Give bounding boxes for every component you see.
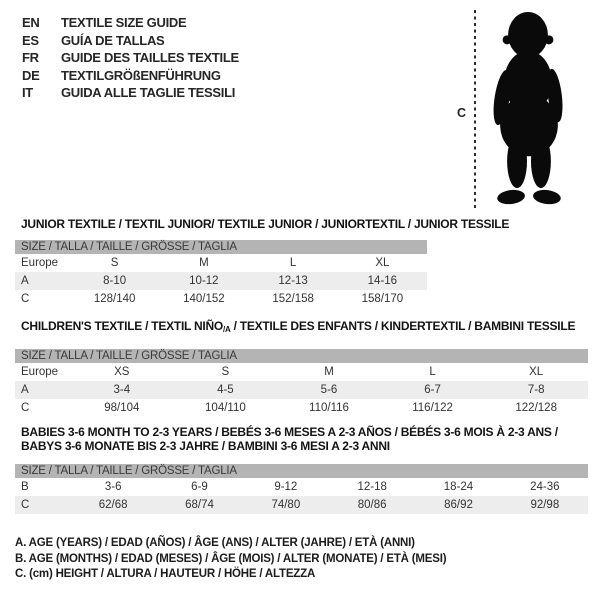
lang-row-en xyxy=(22,14,239,32)
legend-height-cm: C. (cm) HEIGHT / ALTURA / HAUTEUR / HÖHE / ALTEZZA xyxy=(15,568,316,581)
table-row xyxy=(15,478,588,496)
cell: 9-12 xyxy=(274,481,298,493)
height-dashed-line xyxy=(474,10,476,208)
size-table xyxy=(15,349,588,417)
row-label: C xyxy=(21,293,30,305)
size-header-bar: SIZE / TALLA / TAILLE / GRÖSSE / TAGLIA xyxy=(15,464,588,478)
cell: 24-36 xyxy=(530,481,560,493)
cell: M xyxy=(199,257,209,269)
cell: 8-10 xyxy=(103,275,127,287)
lang-code: IT xyxy=(22,85,33,100)
cell: L xyxy=(429,366,436,378)
cell: 6-9 xyxy=(191,481,208,493)
row-label: Europe xyxy=(21,257,59,269)
cell: 98/104 xyxy=(104,402,140,414)
toddler-silhouette-icon xyxy=(481,9,576,208)
cell: XL xyxy=(529,366,544,378)
row-label: C xyxy=(21,402,30,414)
cell: 4-5 xyxy=(217,384,234,396)
row-label: C xyxy=(21,499,30,511)
cell: 116/122 xyxy=(412,402,453,414)
cell: 6-7 xyxy=(424,384,441,396)
row-label: A xyxy=(21,275,29,287)
cell: 3-6 xyxy=(104,481,122,493)
cell: 18-24 xyxy=(443,481,474,493)
cell: 86/92 xyxy=(444,499,473,511)
size-header-bar: SIZE / TALLA / TAILLE / GRÖSSE / TAGLIA xyxy=(15,240,427,254)
title-part: CHILDREN'S TEXTILE / TEXTIL NIÑO xyxy=(21,319,223,333)
cell: 7-8 xyxy=(527,384,545,396)
cell: 5-6 xyxy=(320,384,338,396)
title-part: / TEXTILE DES ENFANTS / KINDERTEXTIL / BAMBINI TESSILE xyxy=(230,319,576,333)
cell: 158/170 xyxy=(361,293,404,305)
table-row xyxy=(15,272,427,290)
cell: M xyxy=(324,366,334,378)
height-measure-label: C xyxy=(457,106,467,120)
lang-title: GUIDA ALLE TAGLIE TESSILI xyxy=(61,85,236,100)
cell: XL xyxy=(375,257,390,269)
lang-title: GUÍA DE TALLAS xyxy=(61,32,165,48)
title-line-2: BABYS 3-6 MONATE BIS 2-3 JAHRE / BAMBINI 3-6 MESI A 2-3 ANNI xyxy=(21,438,390,453)
cell: L xyxy=(289,257,297,269)
cell: 128/140 xyxy=(93,293,136,305)
cell: S xyxy=(221,366,230,378)
cell: 74/80 xyxy=(271,499,301,511)
cell: 152/158 xyxy=(272,293,314,305)
table-row xyxy=(15,290,427,308)
language-title-list xyxy=(22,14,239,102)
row-label: Europe xyxy=(21,366,59,378)
row-label: B xyxy=(21,481,29,493)
legend-age-months: B. AGE (MONTHS) / EDAD (MESES) / ÂGE (MOIS) / ALTER (MONATE) / ETÀ (MESI) xyxy=(15,552,447,565)
lang-row-es xyxy=(22,32,239,50)
lang-title: GUIDE DES TAILLES TEXTILE xyxy=(61,50,239,65)
cell: 110/116 xyxy=(309,402,349,414)
cell: 68/74 xyxy=(185,499,214,511)
cell: 80/86 xyxy=(357,499,387,511)
table-row xyxy=(15,363,588,381)
cell: 12-13 xyxy=(278,275,308,287)
table-row xyxy=(15,399,588,417)
size-header-bar: SIZE / TALLA / TAILLE / GRÖSSE / TAGLIA xyxy=(15,349,588,363)
babies-textile-table xyxy=(15,426,588,514)
cell: S xyxy=(110,257,119,269)
size-table xyxy=(15,240,427,308)
measurement-legend xyxy=(15,536,446,583)
table-title xyxy=(21,426,588,453)
cell: 3-4 xyxy=(113,384,131,396)
lang-title: TEXTILE SIZE GUIDE xyxy=(61,15,187,30)
lang-row-it xyxy=(22,84,239,102)
cell: 140/152 xyxy=(183,293,225,305)
table-row xyxy=(15,381,588,399)
children-textile-table xyxy=(15,320,588,417)
cell: 14-16 xyxy=(367,275,398,287)
cell: 92/98 xyxy=(530,499,560,511)
table-row xyxy=(15,254,427,272)
junior-textile-table xyxy=(15,217,510,308)
lang-row-de xyxy=(22,67,239,85)
lang-code: EN xyxy=(22,15,40,30)
cell: 122/128 xyxy=(515,402,557,414)
lang-code: ES xyxy=(22,32,39,48)
lang-row-fr xyxy=(22,49,239,67)
lang-code: FR xyxy=(22,50,39,65)
legend-age-years: A. AGE (YEARS) / EDAD (AÑOS) / ÂGE (ANS) / ALTER (JAHRE) / ETÀ (ANNI) xyxy=(15,537,415,549)
table-title xyxy=(21,320,588,336)
lang-code: DE xyxy=(22,67,40,83)
cell: XS xyxy=(114,366,130,378)
size-table xyxy=(15,464,588,514)
row-label: A xyxy=(21,384,29,396)
title-subscript: /A xyxy=(222,325,231,334)
cell: 10-12 xyxy=(189,275,219,287)
cell: 104/110 xyxy=(205,402,246,414)
table-title: JUNIOR TEXTILE / TEXTIL JUNIOR/ TEXTILE JUNIOR / JUNIORTEXTIL / JUNIOR TESSILE xyxy=(21,217,510,231)
table-row xyxy=(15,496,588,514)
cell: 62/68 xyxy=(98,499,128,511)
cell: 12-18 xyxy=(357,481,387,493)
title-line-1: BABIES 3-6 MONTH TO 2-3 YEARS / BEBÉS 3-6 MESES A 2-3 AÑOS / BÉBÉS 3-6 MOIS À 2-3 ANS / xyxy=(21,425,558,439)
lang-title: TEXTILGRÖßENFÜHRUNG xyxy=(61,67,221,83)
